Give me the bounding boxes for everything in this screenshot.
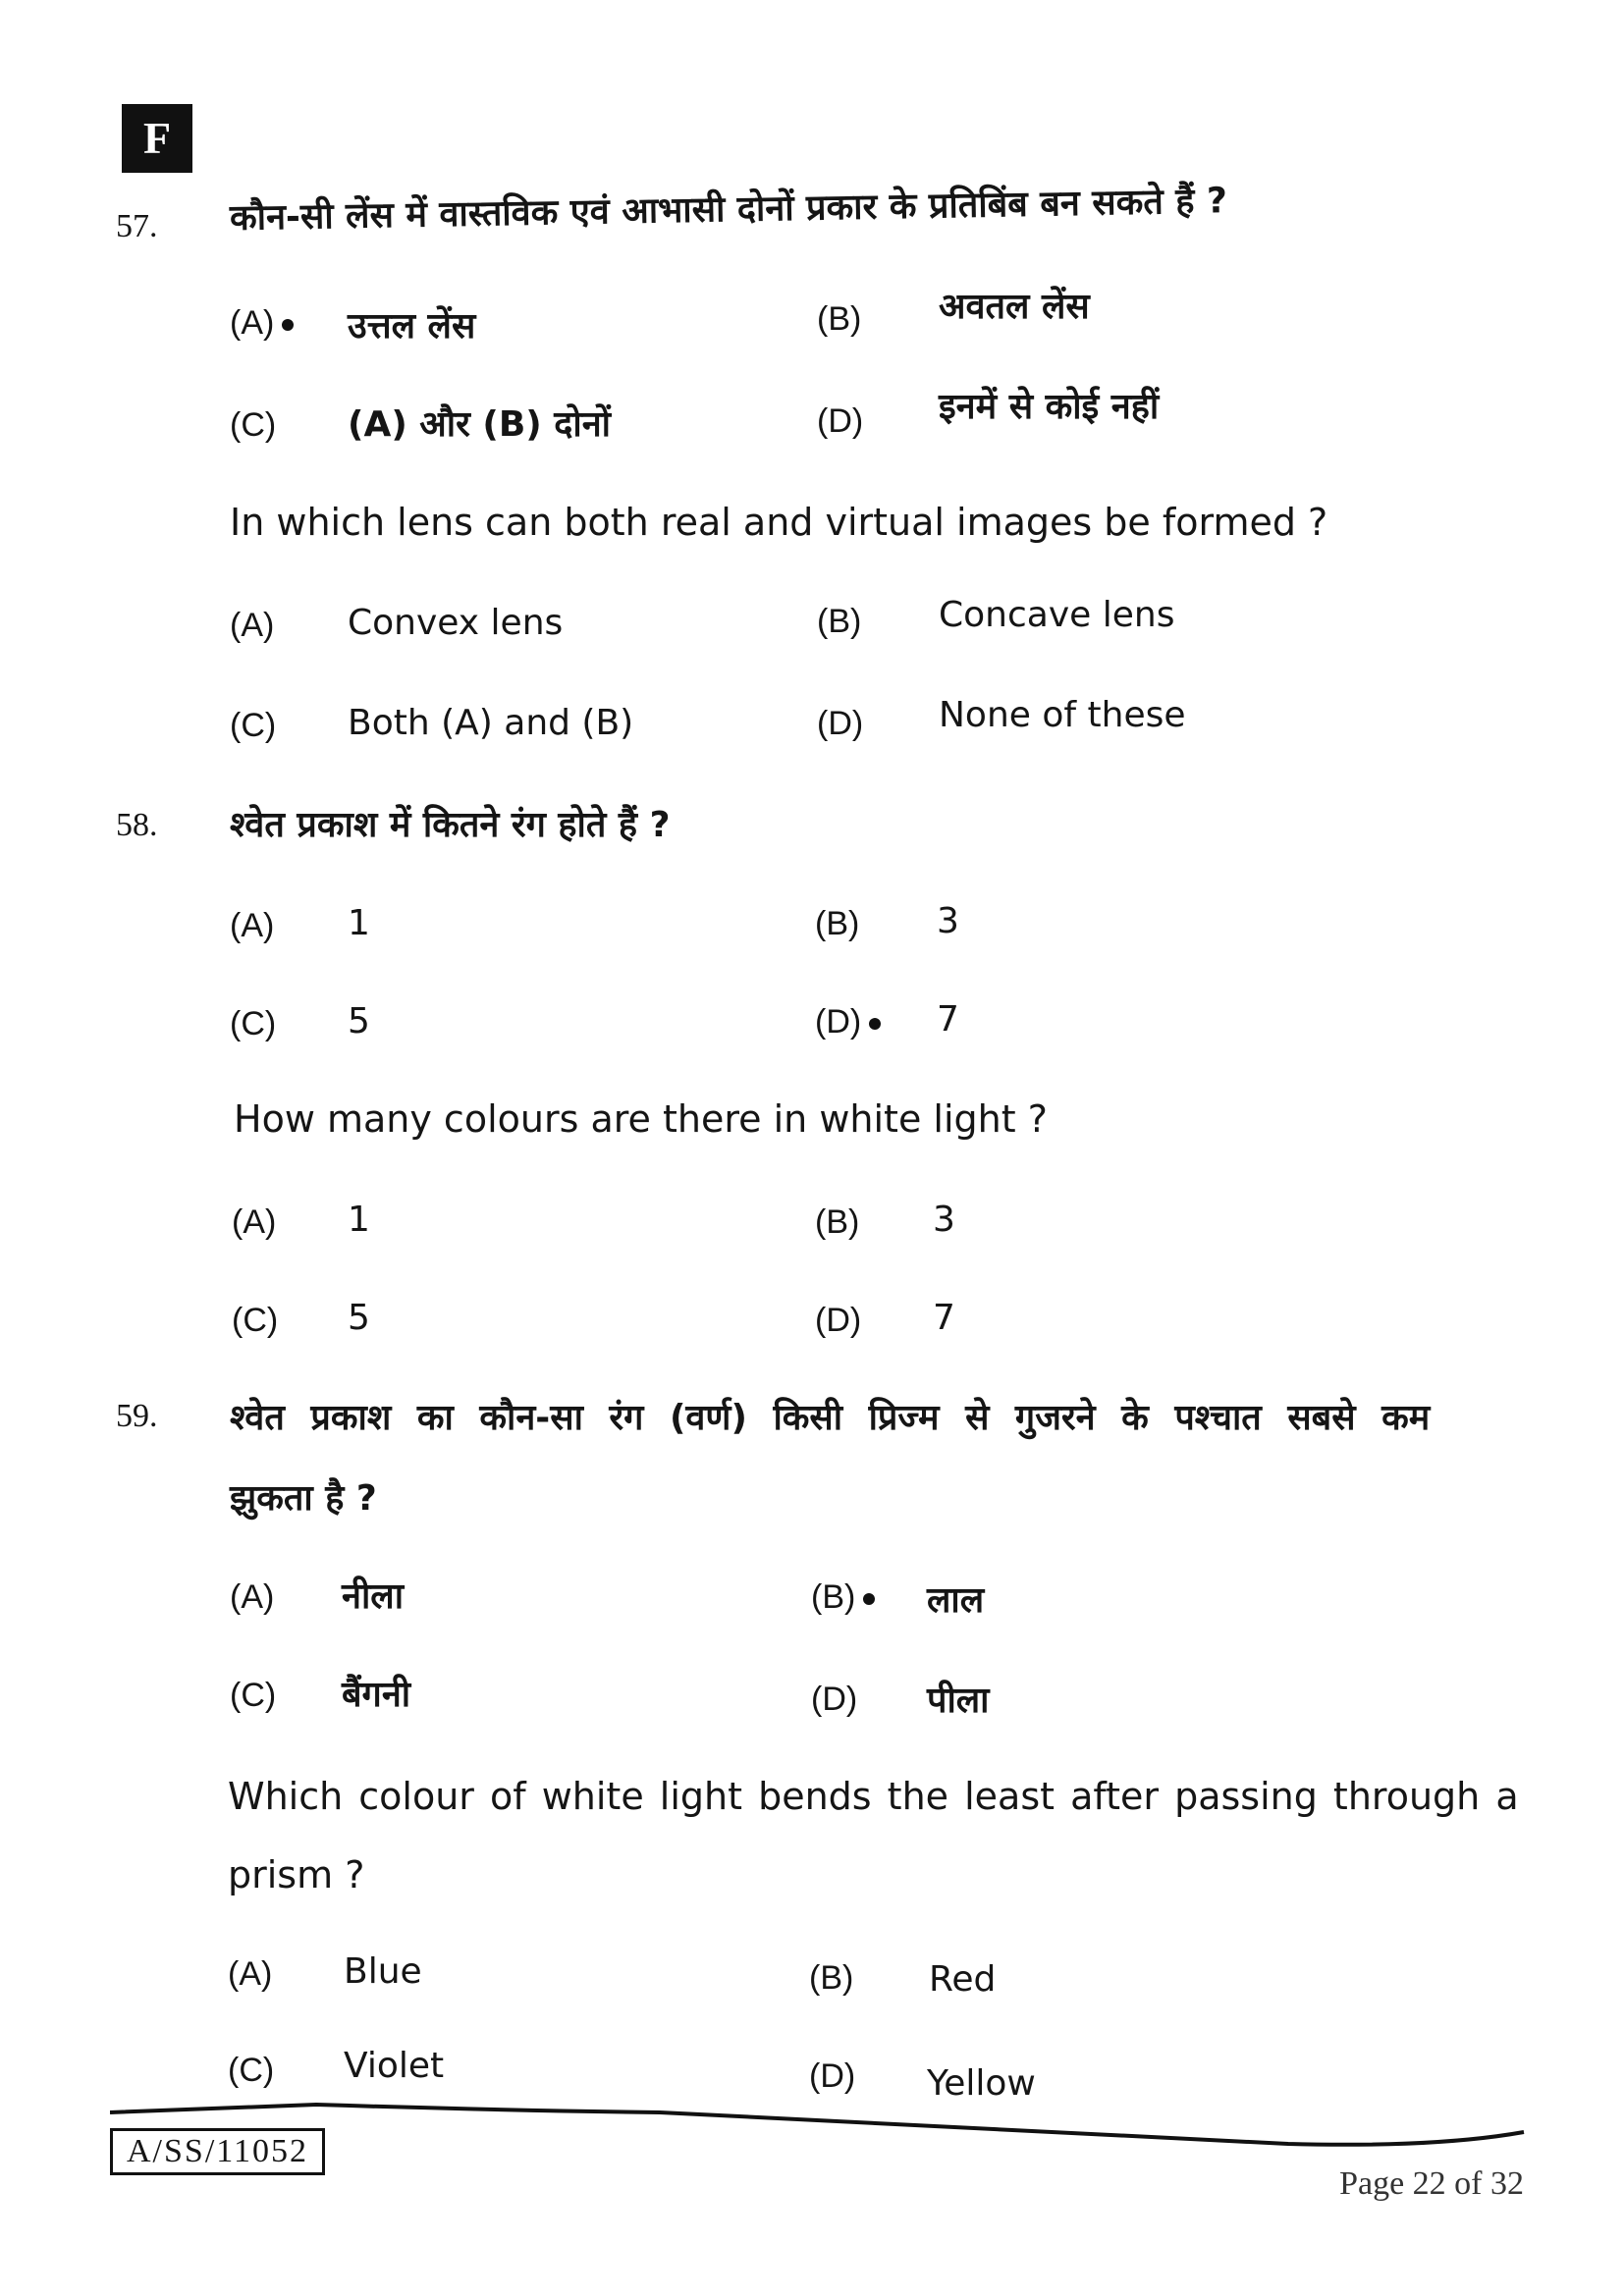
- question-number: 59.: [116, 1398, 158, 1434]
- option-label: (D): [817, 705, 864, 742]
- option-text: अवतल लेंस: [939, 287, 1090, 327]
- question-text-english: In which lens can both real and virtual images be formed ?: [230, 501, 1328, 544]
- option-text: 7: [937, 999, 959, 1040]
- option-label: (C): [230, 1677, 277, 1714]
- option-label: (A): [230, 1578, 275, 1616]
- question-text-hindi: श्वेत प्रकाश का कौन-सा रंग (वर्ण) किसी प्रिज्म से गुजरने के पश्चात सबसे कम: [230, 1398, 1431, 1438]
- option-text: उत्तल लेंस: [348, 306, 476, 347]
- question-text-english: Which colour of white light bends the least after passing through a: [228, 1775, 1519, 1818]
- option-label: (D): [817, 402, 864, 440]
- option-text: Convex lens: [348, 603, 564, 643]
- option-text: 5: [348, 1001, 370, 1041]
- option-text: 1: [348, 903, 370, 943]
- option-text: इनमें से कोई नहीं: [939, 387, 1160, 427]
- question-text-hindi-cont: झुकता है ?: [230, 1478, 377, 1519]
- option-text: नीला: [342, 1576, 405, 1617]
- option-label: (B): [815, 1203, 860, 1241]
- question-text-hindi: श्वेत प्रकाश में कितने रंग होते हैं ?: [230, 805, 671, 845]
- option-label: (B): [809, 1959, 854, 1997]
- option-text: (A) और (B) दोनों: [348, 404, 612, 445]
- option-text: पीला: [927, 1681, 990, 1721]
- option-label: (D): [811, 1681, 858, 1718]
- option-label: (A): [230, 907, 275, 944]
- option-label: (D): [815, 1302, 862, 1339]
- option-text: Both (A) and (B): [348, 703, 634, 743]
- option-text: 1: [348, 1200, 370, 1240]
- question-number: 57.: [116, 208, 158, 244]
- option-label: (C): [228, 2052, 275, 2089]
- option-label: (A): [230, 607, 275, 644]
- option-label: (C): [230, 707, 277, 744]
- answer-mark-icon: [863, 1593, 875, 1605]
- option-text: Red: [929, 1959, 997, 2000]
- option-label: (A): [228, 1955, 273, 1993]
- option-label: (C): [232, 1302, 279, 1339]
- option-text: 3: [933, 1200, 955, 1240]
- question-number: 58.: [116, 807, 158, 843]
- set-label-badge: F: [122, 104, 192, 173]
- option-label: (B): [817, 603, 862, 640]
- question-text-hindi: कौन-सी लेंस में वास्तविक एवं आभासी दोनों प्रकार के प्रतिबिंब बन सकते हैं ?: [229, 181, 1228, 239]
- question-text-english: How many colours are there in white light ?: [234, 1097, 1048, 1141]
- option-label: (D): [809, 2057, 856, 2095]
- option-label: (C): [230, 1005, 277, 1042]
- option-label: (A): [230, 304, 294, 343]
- option-text: Violet: [344, 2046, 445, 2086]
- option-label: (B): [817, 300, 862, 338]
- option-text: Blue: [344, 1951, 422, 1992]
- option-label: (A): [232, 1203, 277, 1241]
- option-label: (B): [811, 1578, 875, 1617]
- option-text: 7: [933, 1298, 955, 1338]
- option-text: बैंगनी: [342, 1675, 411, 1715]
- option-label: (C): [230, 406, 277, 444]
- page-number: Page 22 of 32: [1339, 2165, 1524, 2202]
- answer-mark-icon: [282, 319, 294, 331]
- option-label: (B): [815, 905, 860, 942]
- paper-code: A/SS/11052: [110, 2128, 325, 2175]
- option-text: 3: [937, 901, 959, 941]
- option-text: Concave lens: [939, 595, 1175, 635]
- option-text: None of these: [939, 695, 1186, 735]
- answer-mark-icon: [869, 1018, 881, 1030]
- option-text: Yellow: [927, 2063, 1036, 2104]
- option-label: (D): [815, 1003, 881, 1041]
- option-text: 5: [348, 1298, 370, 1338]
- option-text: लाल: [927, 1580, 985, 1621]
- question-text-english-cont: prism ?: [228, 1853, 365, 1896]
